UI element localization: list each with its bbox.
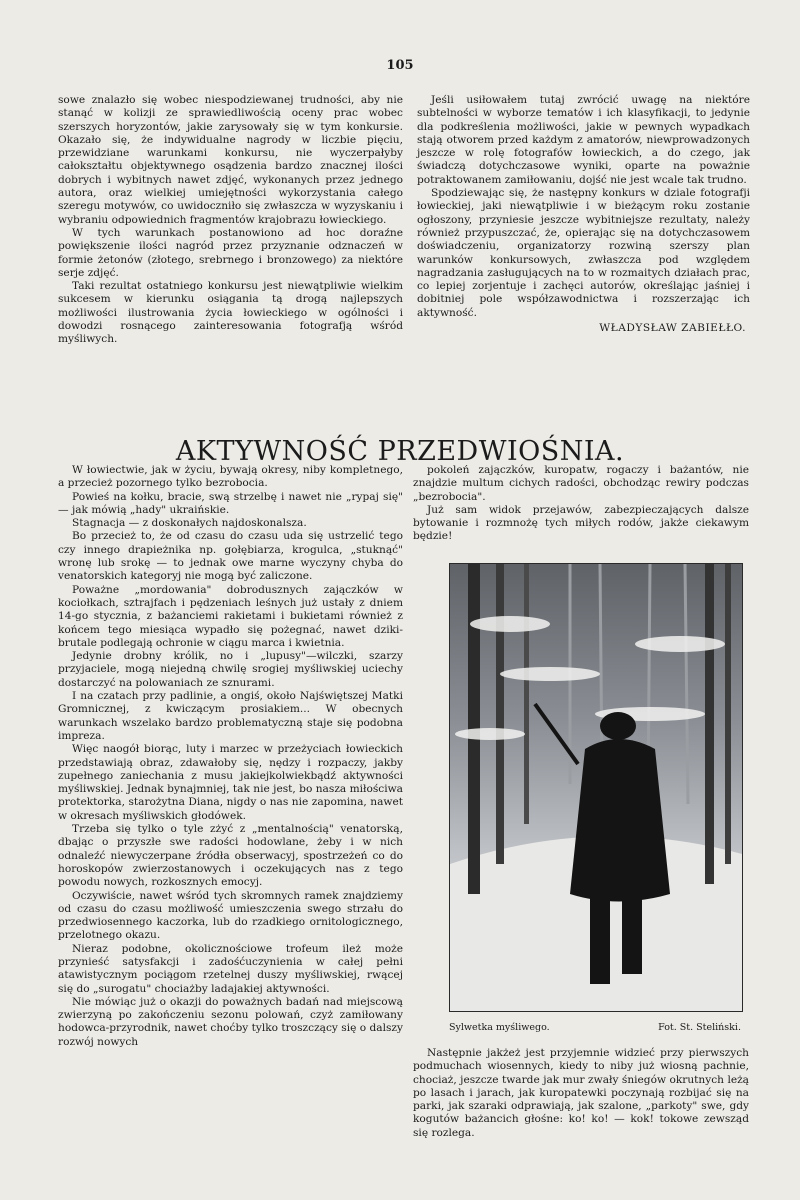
top-right-column — [417, 94, 750, 334]
top-left-column — [58, 94, 403, 347]
paragraph: Już sam widok przejawów, zabezpieczających dalsze bytowanie i rozmnożę tych miłych rodów, jakże ciekawym będzie! — [413, 503, 749, 543]
paragraph: sowe znalazło się wobec niespodziewanej trudności, aby nie stanąć w kolizji ze sprawiedliwością oceny prac wobec szerszych horyzontów, jakie zarysowały się w tym konkursie. Okazało się, że indywidualne nagrody w liczbie pięciu, przewidziane warunkami konkursu, nie wyczerpałyby całokształtu objektywnego osądzenia bardzo znacznej ilości dobrych i wybitnych nawet zdjęć, wykonanych przez jednego autora, oraz wielkiej umiejętności wykorzystania całego szeregu motywów, co uwidoczniło się zwłaszcza w wyzyskaniu i wybraniu odpowiednich fragmentów krajobrazu łowieckiego. — [58, 94, 403, 226]
photo-caption — [449, 1022, 741, 1033]
paragraph: Stagnacja — z doskonałych najdoskonalsza. — [72, 517, 307, 530]
paragraph: Bo przecież to, że od czasu do czasu uda się ustrzelić tego czy innego drapieżnika np. gołębiarza, krogulca, „stuknąć" wronę lub srokę — to jednak owe marne wyczyny chyba do venatorskich kategoryj nie mogą być zaliczone. — [58, 530, 403, 583]
paragraph: W łowiectwie, jak w życiu, bywają okresy, niby kompletnego, a przecież pozornego tylko bezrobocia. — [58, 464, 403, 490]
paragraph: I na czatach przy padlinie, a ongiś, około Najświętszej Matki Gromnicznej, z kwiczącym prosiakiem... W obecnych warunkach wszelako bardzo problematyczną staje się podobna impreza. — [58, 690, 403, 742]
author-signature: WŁADYSŁAW ZABIEŁŁO. — [599, 322, 746, 335]
paragraph: Taki rezultat ostatniego konkursu jest niewątpliwie wielkim sukcesem w kierunku osiągania tą drogą najlepszych możliwości ilustrowania życia łowieckiego w ogólności i dowodzi rosnącego zainteresowania fotografją wśród myśliwych. — [58, 280, 403, 346]
article-title: AKTYWNOŚĆ PRZEDWIOŚNIA. — [175, 436, 625, 468]
paragraph: Poważne „mordowania" dobrodusznych zajączków w kociołkach, sztrajfach i pędzeniach leśnych już ustały z dniem 14-go stycznia, z bażanciemi rakietami i bukietami również z końcem tego miesiąca wypadło się pożegnać, nawet dziki-brutale podlegają ochronie w ciągu marca i kwietnia. — [58, 583, 403, 649]
hunter-in-snowy-forest-photo — [449, 563, 743, 1012]
article-left-column — [58, 464, 403, 1049]
paragraph: Jeśli usiłowałem tutaj zwrócić uwagę na niektóre subtelności w wyborze tematów i ich klasyfikacji, to jedynie dla podkreślenia możliwości, jakie w pewnych wypadkach stają otworem przed każdym z amatorów, niewprowadzonych jeszcze w rolę fotografów łowieckich, a do czego, jak świadczą dotychczasowe wyniki, oparte na poważnie potraktowanem zamiłowaniu, dojść nie jest wcale tak trudno. — [417, 94, 750, 186]
paragraph: Więc naogół biorąc, luty i marzec w przeżyciach łowieckich przedstawiają obraz, zdawałoby się, nędzy i rozpaczy, jakby zupełnego zaniechania z musu jakiejkolwiekbądź aktywności myśliwskiej. Jednak bynajmniej, tak nie jest, bo nasza miłościwa protektorka, starożytna Diana, nigdy o nas nie zapomina, nawet w okresach myśliwskich głodówek. — [58, 743, 403, 822]
paragraph: Następnie jakżeż jest przyjemnie widzieć przy pierwszych podmuchach wiosennych, kiedy to niby już wiosną pachnie, chociaż, jeszcze twarde jak mur zwały śniegów okrutnych leżą po lasach i jarach, jak kuropatewki poczynają rozbijać się na parki, jak szaraki odprawiają, jak szalone, „parkoty" swe, gdy kogutów bażancich głośne: ko! ko! — kok! tokowe zewsząd się rozlega. — [413, 1047, 749, 1139]
paragraph: Powieś na kołku, bracie, swą strzelbę i nawet nie „rypaj się" — jak mówią „hady" ukraińskie. — [58, 490, 403, 516]
paragraph: Jedynie drobny królik, no i „lupusy"—wilczki, szarzy przyjaciele, mogą niejedną chwilę srogiej myśliwskiej uciechy dostarczyć na polowaniach ze sznurami. — [58, 650, 403, 689]
article-right-column-continued — [413, 1047, 749, 1140]
page-number: 105 — [386, 58, 414, 73]
paragraph: Nie mówiąc już o okazji do poważnych badań nad miejscową zwierzyną po zakończeniu sezonu polowań, czyż zamiłowany hodowca-przyrodnik, nawet choćby tylko troszczący się o dalszy rozwój nowych — [58, 995, 403, 1048]
article-right-column — [413, 464, 749, 544]
paragraph: pokoleń zajączków, kuropatw, rogaczy i bażantów, nie znajdzie multum cichych radości, obchodząc rewiry podczas „bezrobocia". — [413, 464, 749, 503]
paragraph: Nieraz podobne, okolicznościowe trofeum ileż może przynieść satysfakcji i zadośćuczynienia w całej pełni atawistycznym pociągom rzetelnej duszy myśliwskiej, rwącej się do „surogatu" chociażby ladajakiej aktywności. — [58, 942, 403, 995]
paragraph: Spodziewając się, że następny konkurs w dziale fotografji łowieckiej, jaki niewątpliwie i w bieżącym roku zostanie ogłoszony, przyniesie jeszcze wybitniejsze rezultaty, należy również przypuszczać, że, opierając się na dotychczasowem doświadczeniu, organizatorzy rozwiną szerszy plan warunków konkursowych, zwłaszcza pod względem nagradzania zasługujących na to w rozmaitych działach prac, co lepiej zorjentuje i zachęci autorów, określając jaśniej i dobitniej pole współzawodnictwa i rozszerzając ich aktywność. — [417, 187, 750, 319]
caption-title: Sylwetka myśliwego. — [449, 1022, 550, 1033]
paragraph: Oczywiście, nawet wśród tych skromnych ramek znajdziemy od czasu do czasu możliwość umieszczenia swego strzału do przedwiosennego kaczorka, lub do rzadkiego ornitologicznego, przelotnego okazu. — [58, 889, 403, 942]
photo-illustration — [450, 564, 742, 1011]
paragraph: W tych warunkach postanowiono ad hoc doraźne powiększenie ilości nagród przez przyznanie odznaczeń w formie żetonów (złotego, srebrnego i bronzowego) za niektóre serje zdjęć. — [58, 226, 403, 279]
caption-credit: Fot. St. Steliński. — [658, 1022, 741, 1033]
paragraph: Trzeba się tylko o tyle zżyć z „mentalnością" venatorską, dbając o przyszłe swe radości hodowlane, żeby i w nich odnaleźć niewyczerpane źródła obserwacyj, spostrzeżeń co do horoskopów zwierzostanowych i oczekujących nas z tego powodu nowych, rozkosznych emocyj. — [58, 823, 403, 889]
